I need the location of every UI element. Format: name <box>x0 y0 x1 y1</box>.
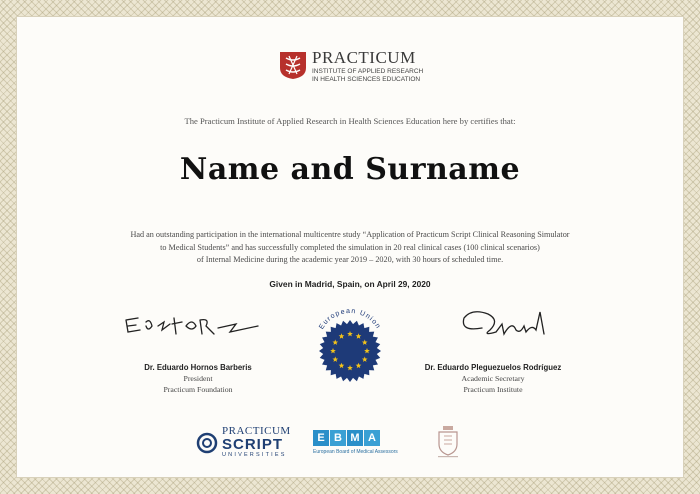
ebma-letters <box>313 428 403 446</box>
ebma-letter-m: M <box>347 430 363 446</box>
body-line-3: of Internal Medicine during the academic year 2019 – 2020, with 30 hours of scheduled time. <box>196 255 504 264</box>
given-date: Given in Madrid, Spain, on April 29, 2020 <box>269 279 431 289</box>
ebma-letter-e: E <box>313 430 329 446</box>
seal-text: European Union <box>318 307 382 331</box>
signature-right <box>452 302 562 346</box>
practicum-script-circle-icon <box>196 432 218 454</box>
practicum-script-script: SCRIPT <box>222 436 284 453</box>
logo-subtitle-line1: INSTITUTE OF APPLIED RESEARCH <box>312 68 424 75</box>
signatory-right-name: Dr. Eduardo Pleguezuelos Rodríguez <box>424 363 562 372</box>
european-union-seal-icon <box>305 299 395 389</box>
certifies-text: The Practicum Institute of Applied Research in Health Sciences Education here by certifies that: <box>184 116 516 126</box>
signatory-right-role: Academic Secretary <box>461 374 525 383</box>
body-line-2: to Medical Students” and has successfully completed the simulation in 20 real clinical cases (100 clinical scenarios) <box>160 242 540 252</box>
university-crest-icon <box>435 424 461 458</box>
ebma-logo <box>313 428 403 455</box>
certificate-paper <box>16 16 684 478</box>
logo-subtitle <box>312 68 472 84</box>
body-line-1: Had an outstanding participation in the international multicentre study “Application of Practicum Script Clinical Reasoning Simulator <box>130 230 570 239</box>
signatory-left-name: Dr. Eduardo Hornos Barberis <box>144 363 252 372</box>
signatory-right <box>393 362 593 395</box>
practicum-logo-icon <box>279 50 307 80</box>
ebma-subtitle: European Board of Medical Assessors <box>313 449 398 455</box>
ebma-letter-b: B <box>330 430 346 446</box>
recipient-name: Name and Surname <box>179 152 521 187</box>
signatory-left <box>98 362 298 395</box>
signature-left <box>118 308 268 344</box>
logo-subtitle-line2: IN HEALTH SCIENCES EDUCATION <box>312 76 421 83</box>
signatory-left-role: President <box>183 374 213 383</box>
certificate-body <box>90 229 610 267</box>
logo-name: PRACTICUM <box>312 48 416 67</box>
signatory-right-org: Practicum Institute <box>463 385 523 394</box>
practicum-script-title: PRACTICUM <box>222 425 291 437</box>
signatory-left-org: Practicum Foundation <box>163 385 233 394</box>
practicum-script-universities: UNIVERSITIES <box>222 452 287 458</box>
ebma-letter-a: A <box>364 430 380 446</box>
